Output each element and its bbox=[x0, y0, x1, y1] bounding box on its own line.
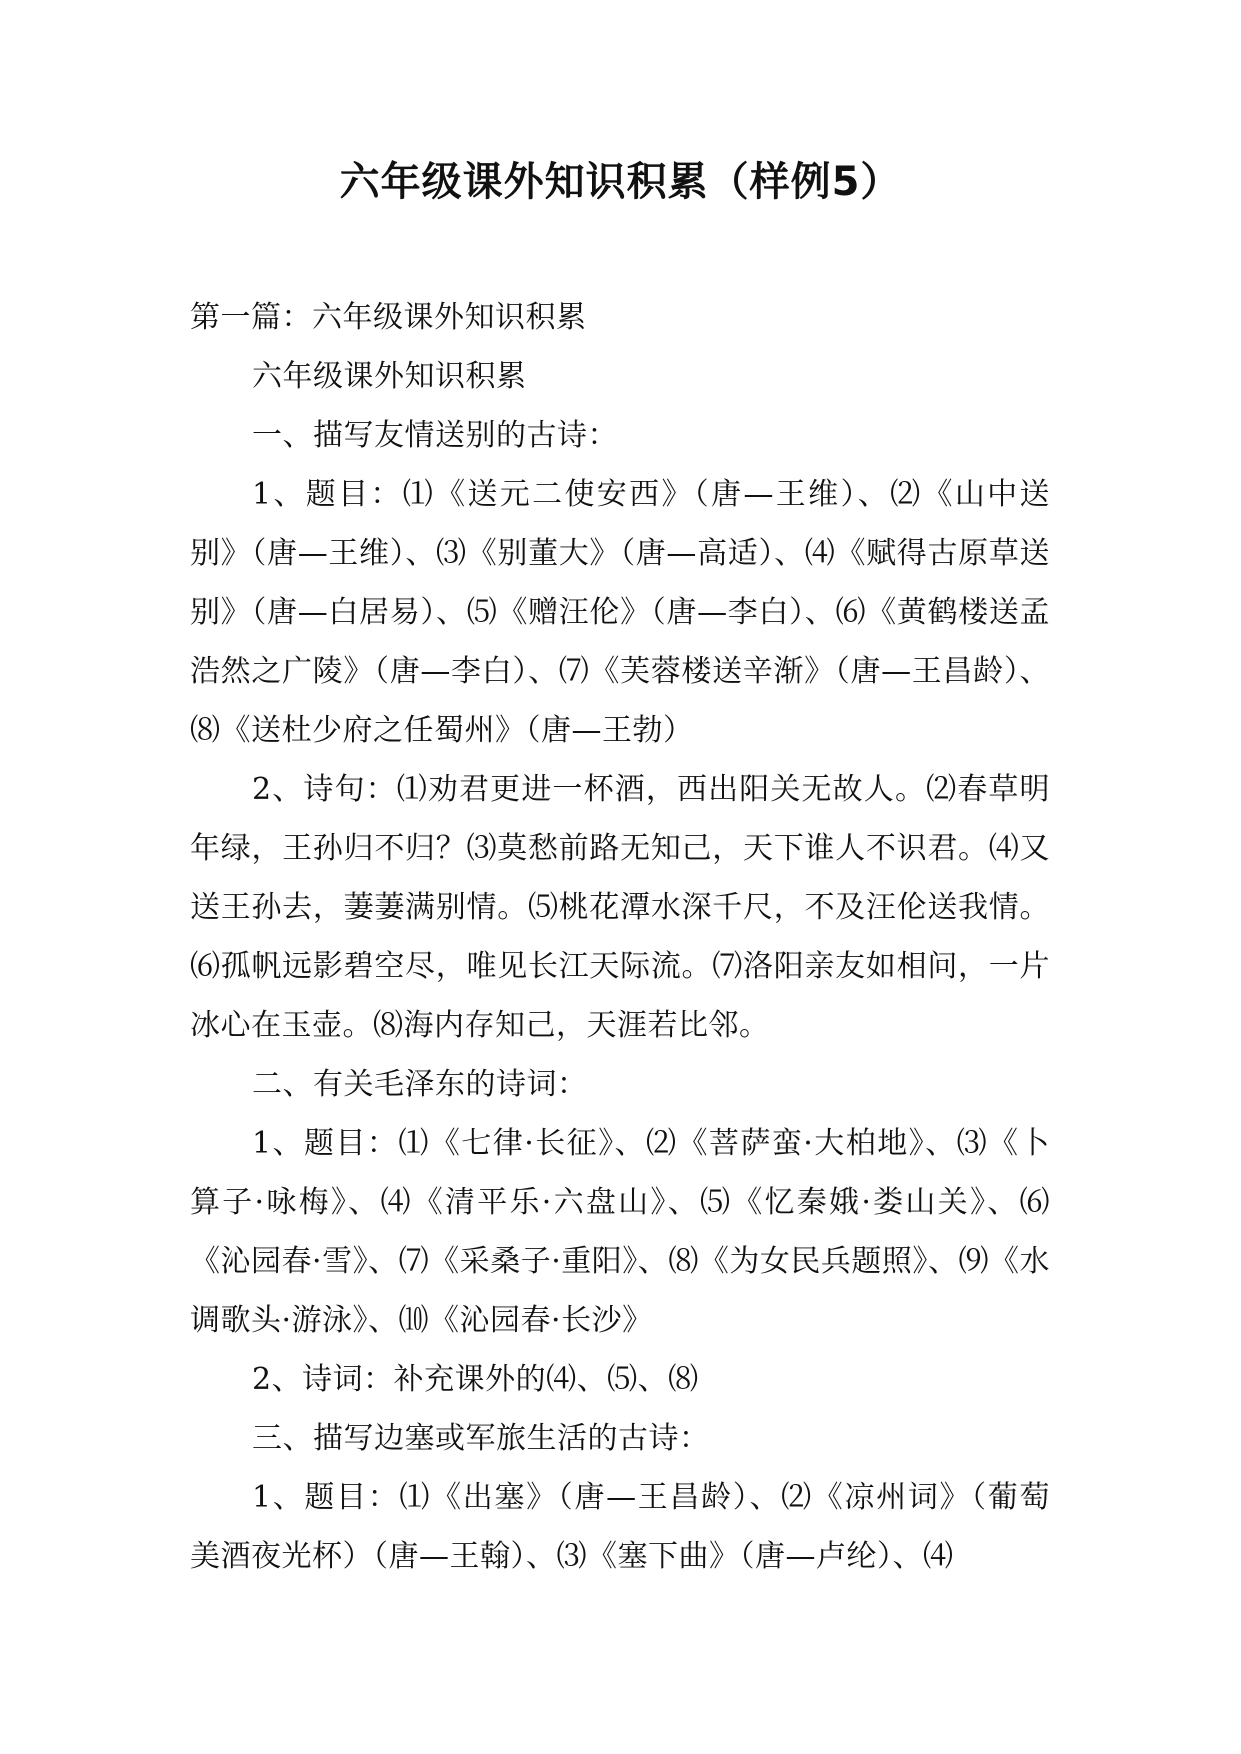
paragraph-chapter-heading: 第一篇：六年级课外知识积累 bbox=[190, 300, 587, 335]
document-title: 六年级课外知识积累（样例5） bbox=[339, 159, 902, 205]
paragraph-section-heading: 一、描写友情送别的古诗： bbox=[252, 418, 618, 453]
paragraph-section-heading: 二、有关毛泽东的诗词： bbox=[252, 1067, 588, 1102]
paragraph-text: 2、诗句：⑴劝君更进一杯酒，西出阳关无故人。⑵春草明年绿，王孙归不归？⑶莫愁前路无知己，天下谁人不识君。⑷又送王孙去，萋萋满别情。⑸桃花潭水深千尺，不及汪伦送我情。⑹孤帆远影碧空尽，唯见长江天际流。⑺洛阳亲友如相问，一片冰心在玉壶。⑻海内存知己，天涯若比邻。 bbox=[190, 772, 1050, 1043]
paragraph-text: 1、题目：⑴《七律·长征》、⑵《菩萨蛮·大柏地》、⑶《卜算子·咏梅》、⑷《清平乐·六盘山》、⑸《忆秦娥·娄山关》、⑹《沁园春·雪》、⑺《采桑子·重阳》、⑻《为女民兵题照》、⑼《水调歌头·游泳》、⑽《沁园春·长沙》 bbox=[190, 1126, 1050, 1338]
paragraph-text: 1、题目：⑴《出塞》（唐—王昌龄）、⑵《凉州词》（葡萄美酒夜光杯）（唐—王翰）、⑶《塞下曲》（唐—卢纶）、⑷ bbox=[190, 1480, 1050, 1574]
paragraph-subtitle: 六年级课外知识积累 bbox=[252, 359, 527, 394]
document-body bbox=[190, 288, 1050, 1586]
paragraph-text: 2、诗词：补充课外的⑷、⑸、⑻ bbox=[252, 1362, 699, 1397]
paragraph-text: 1、题目：⑴《送元二使安西》（唐—王维）、⑵《山中送别》（唐—王维）、⑶《别董大》（唐—高适）、⑷《赋得古原草送别》（唐—白居易）、⑸《赠汪伦》（唐—李白）、⑹《黄鹤楼送孟浩然之广陵》（唐—李白）、⑺《芙蓉楼送辛渐》（唐—王昌龄）、⑻《送杜少府之任蜀州》（唐—王勃） bbox=[190, 477, 1050, 748]
paragraph-section-heading: 三、描写边塞或军旅生活的古诗： bbox=[252, 1421, 710, 1456]
